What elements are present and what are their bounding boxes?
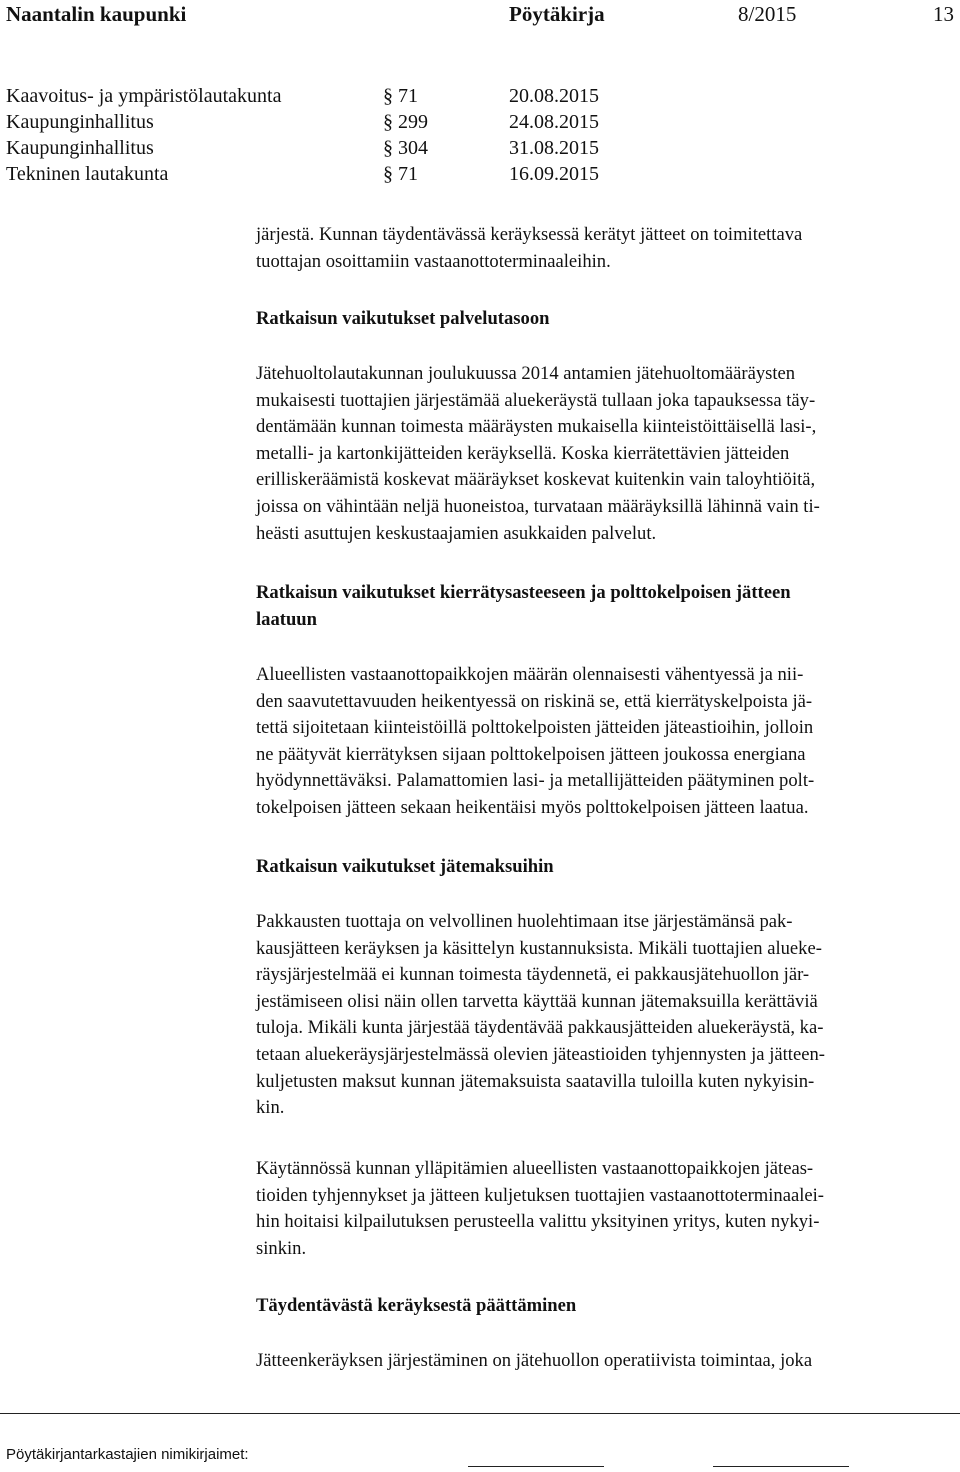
signature-line — [713, 1466, 849, 1467]
paragraph-continuation: järjestä. Kunnan täydentävässä keräyksessä kerätyt jätteet on toimitettava tuottajan osoittamiin vastaanottoterminaaleihin. — [256, 224, 803, 272]
section-heading-recycling: Ratkaisun vaikutukset kierrätysasteeseen ja polttokelpoisen jätteen laatuun — [256, 582, 791, 630]
reference-section: § 299 — [383, 111, 428, 133]
paragraph-decision: Jätteenkeräyksen järjestäminen on jätehuollon operatiivista toimintaa, joka — [256, 1350, 813, 1371]
organization-name: Naantalin kaupunki — [6, 2, 187, 26]
reference-body: Kaupunginhallitus — [6, 111, 154, 133]
reference-section: § 304 — [383, 137, 428, 159]
signatures-label: Pöytäkirjantarkastajien nimikirjaimet: — [6, 1446, 249, 1463]
paragraph-practice: Käytännössä kunnan ylläpitämien alueellisten vastaanottopaikkojen jäteas- tioiden tyhjennykset ja jätteen kuljetuksen tuottajien vastaanottoterminaalei- hin hoitaisi kilpailutuksen perusteella valittu yksityinen yritys, kuten nykyi- sinkin. — [256, 1158, 824, 1259]
section-heading-decision: Täydentävästä keräyksestä päättäminen — [256, 1295, 577, 1316]
reference-body: Kaupunginhallitus — [6, 137, 154, 159]
reference-date: 20.08.2015 — [509, 85, 599, 107]
signature-line — [468, 1466, 604, 1467]
reference-date: 16.09.2015 — [509, 163, 599, 185]
reference-body: Kaavoitus- ja ympäristölautakunta — [6, 85, 282, 107]
document-type: Pöytäkirja — [509, 2, 605, 26]
reference-date: 31.08.2015 — [509, 137, 599, 159]
reference-section: § 71 — [383, 85, 418, 107]
reference-date: 24.08.2015 — [509, 111, 599, 133]
section-heading-service-level: Ratkaisun vaikutukset palvelutasoon — [256, 308, 550, 329]
paragraph-service-level: Jätehuoltolautakunnan joulukuussa 2014 antamien jätehuoltomääräysten mukaisesti tuottajien järjestämää aluekeräystä tullaan joka tapauksessa täy- dentämään kunnan toimesta määräysten mukaisella kiinteistöittäisellä lasi-, metalli- ja kartonkijätteiden keräyksellä. Koska kierrätettävien jätteiden erilliskeräämistä koskevat määräykset koskevat kuitenkin vain taloyhtiöitä, joissa on vähintään neljä huoneistoa, turvataan määräyksillä lähinnä vain ti- heästi asuttujen keskustaajamien asukkaiden palvelut. — [256, 363, 820, 544]
document-number: 8/2015 — [738, 2, 797, 26]
page-number: 13 — [933, 2, 954, 26]
reference-body: Tekninen lautakunta — [6, 163, 169, 185]
footer-divider — [0, 1413, 960, 1414]
section-heading-waste-fees: Ratkaisun vaikutukset jätemaksuihin — [256, 856, 554, 877]
paragraph-waste-fees: Pakkausten tuottaja on velvollinen huolehtimaan itse järjestämänsä pak- kausjätteen keräyksen ja käsittelyn kustannuksista. Mikäli tuottajien alueke- räysjärjestelmää ei kunnan toimesta täydennetä, ei pakkausjätehuollon jär- jestämiseen olisi näin ollen tarvetta käyttää kunnan jätemaksuilla kerättäviä tuloja. Mikäli kunta järjestää täydentävää pakkausjätteiden aluekeräystä, ka- tetaan aluekeräysjärjestelmässä olevien jäteastioiden tyhjennysten ja jätteen- kuljetusten maksut kunnan jätemaksuista saatavilla tuloilla kuten nykyisin- kin. — [256, 911, 825, 1119]
paragraph-recycling: Alueellisten vastaanottopaikkojen määrän olennaisesti vähentyessä ja nii- den saavutettavuuden heikentyessä on riskinä se, että kierrätyskelpoista jä- tettä sijoitetaan kiinteistöillä polttokelpoisten jätteiden jäteastioihin, jolloin ne päätyvät kierrätyksen sijaan polttokelpoisen jätteen joukossa energiana hyödynnettäväksi. Palamattomien lasi- ja metallijätteiden päätyminen polt- tokelpoisen jätteen sekaan heikentäisi myös polttokelpoisen jätteen laatua. — [256, 664, 815, 818]
reference-section: § 71 — [383, 163, 418, 185]
